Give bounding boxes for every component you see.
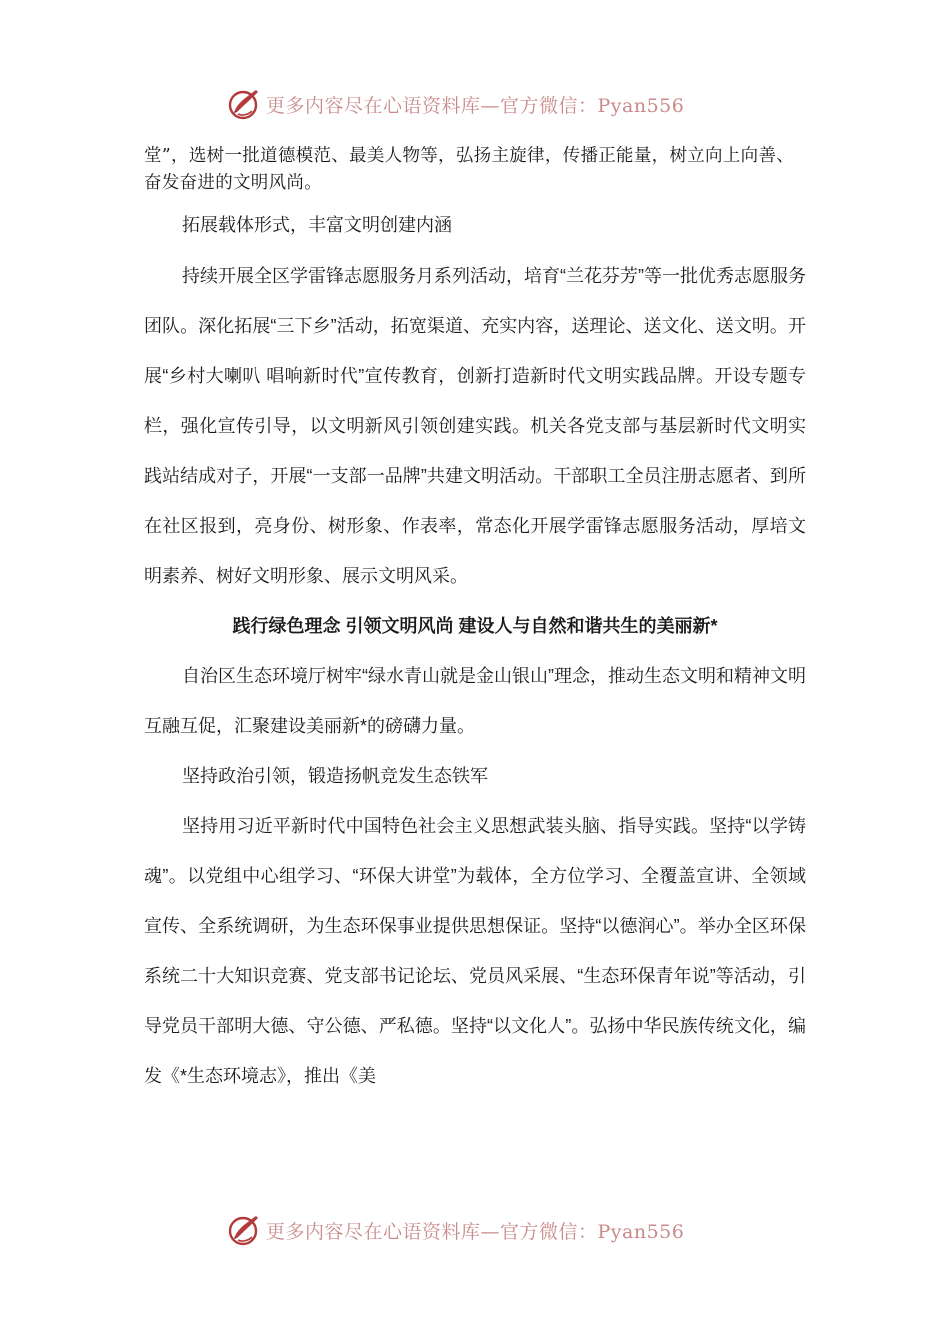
pen-logo-icon [226, 86, 262, 122]
subheading-political-guidance: 坚持政治引领，锻造扬帆竞发生态铁军 [182, 766, 488, 786]
lead-paragraph: 堂”，选树一批道德模范、最美人物等，弘扬主旋律，传播正能量，树立向上向善、奋发奋进的文明风尚。 [144, 146, 795, 193]
watermark-text: 更多内容尽在心语资料库—官方微信：Pyan556 [266, 94, 685, 117]
paragraph-ecology-intro: 自治区生态环境厅树牢“绿水青山就是金山银山”理念，推动生态文明和精神文明互融互促，汇聚建设美丽新*的磅礴力量。 [144, 666, 806, 736]
document-body [144, 143, 806, 1101]
footer-watermark-banner [0, 1210, 950, 1250]
paragraph-political-guidance: 坚持用习近平新时代中国特色社会主义思想武装头脑、指导实践。坚持“以学铸魂”。以党组中心组学习、“环保大讲堂”为载体，全方位学习、全覆盖宣讲、全领域宣传、全系统调研，为生态环保事业提供思想保证。坚持“以德润心”。举办全区环保系统二十大知识竞赛、党支部书记论坛、党员风采展、“生态环保青年说”等活动，引导党员干部明大德、守公德、严私德。坚持“以文化人”。弘扬中华民族传统文化，编发《*生态环境志》，推出《美 [144, 816, 806, 1086]
subheading-expand-carriers: 拓展载体形式，丰富文明创建内涵 [182, 215, 452, 235]
pen-logo-icon [226, 1212, 262, 1248]
paragraph-volunteer-activities: 持续开展全区学雷锋志愿服务月系列活动，培育“兰花芬芳”等一批优秀志愿服务团队。深化拓展“三下乡”活动，拓宽渠道、充实内容，送理论、送文化、送文明。开展“乡村大喇叭 唱响新时代”宣传教育，创新打造新时代文明实践品牌。开设专题专栏，强化宣传引导，以文明新风引领创建实践。机关各党支部与基层新时代文明实践站结成对子，开展“一支部一品牌”共建文明活动。干部职工全员注册志愿者、到所在社区报到，亮身份、树形象、作表率，常态化开展学雷锋志愿服务活动，厚培文明素养、树好文明形象、展示文明风采。 [144, 266, 806, 586]
header-watermark-banner [0, 84, 950, 124]
watermark-text: 更多内容尽在心语资料库—官方微信：Pyan556 [266, 1220, 685, 1243]
section-title: 践行绿色理念 引领文明风尚 建设人与自然和谐共生的美丽新* [232, 616, 718, 636]
